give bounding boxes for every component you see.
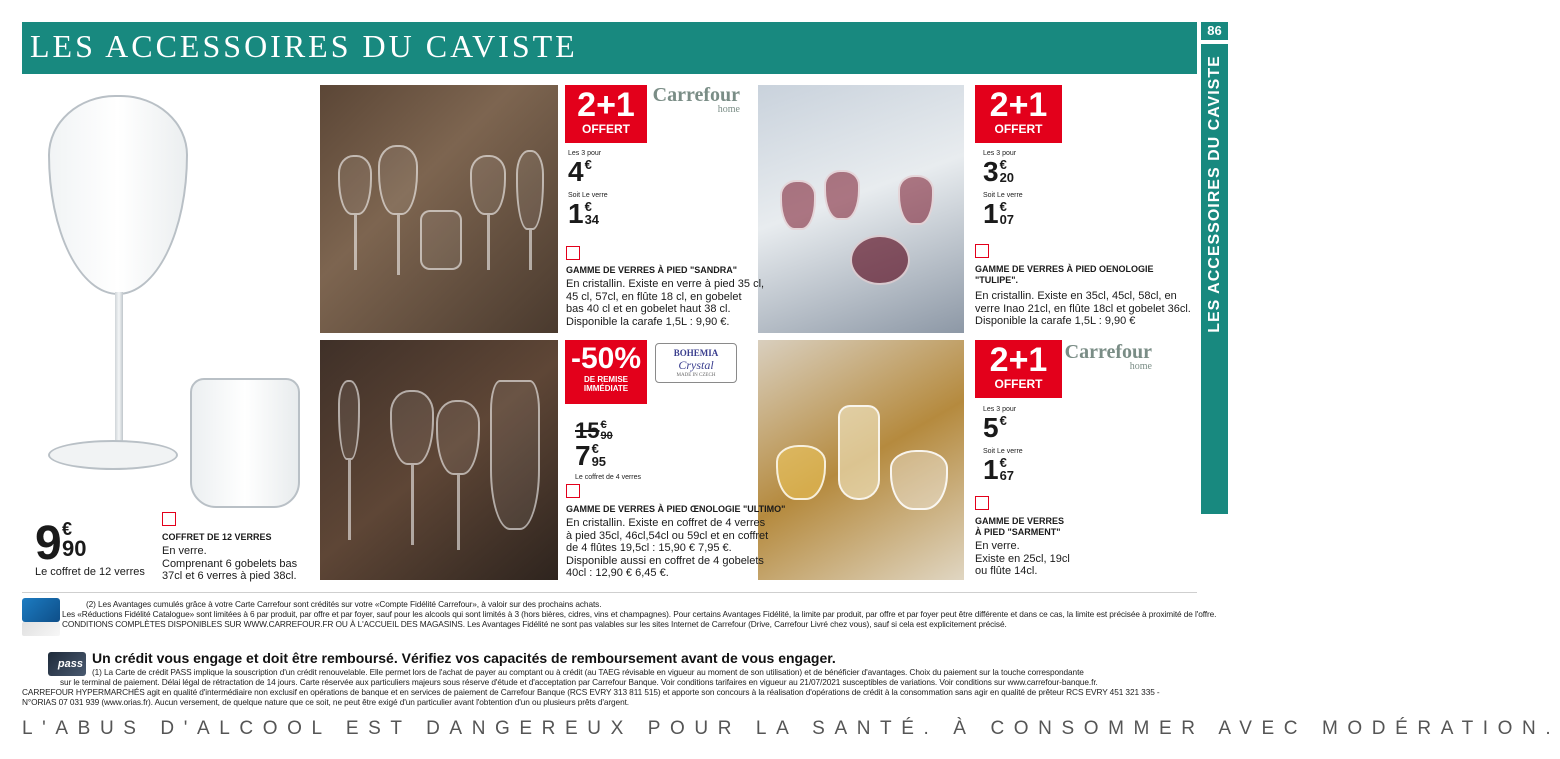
- badge-main-text: 2+1: [989, 341, 1048, 379]
- sarment-title: [975, 516, 1064, 538]
- sandra-desc: [566, 278, 764, 328]
- glass-stem: [487, 215, 490, 270]
- glass-stem: [457, 475, 460, 550]
- tumbler-glass-image: [190, 378, 300, 508]
- sarment-price-1: [983, 456, 1014, 484]
- brand-sub: home: [717, 104, 740, 115]
- sandra-price-1: [568, 200, 599, 228]
- glass-shape: [824, 170, 860, 220]
- price-currency: €: [584, 199, 592, 214]
- glass-shape: [420, 210, 462, 270]
- price-int: 1: [983, 454, 999, 485]
- brand-name: Carrefour: [1064, 341, 1152, 363]
- glass-shape: [378, 145, 418, 215]
- price-cents: 07: [999, 212, 1015, 227]
- sandra-glasses-photo: [320, 85, 558, 333]
- sarment-checkbox[interactable]: [975, 496, 989, 510]
- fidelity-note-2: Les «Réductions Fidélité Catalogue» sont limitées à 6 par produit, par offre et par foyer, sauf pour les alcools qui sont limités à 3 (hors bières, cidres, vins et champagnes). Pour certains Avantages Fidélité, la limite par produit, par offre et par foyer peut être différente et dans ce cas, la limite est précisée à proximité de l'offre.: [62, 609, 1217, 619]
- sandra-les3-label: Les 3 pour: [568, 150, 602, 157]
- fidelity-note-1: (2) Les Avantages cumulés grâce à votre Carte Carrefour sont crédités sur votre «Compte Fidélité Carrefour», à valoir sur des prochains achats.: [86, 599, 602, 609]
- price-currency: €: [584, 157, 592, 172]
- sandra-soit-label: Soit Le verre: [568, 192, 608, 199]
- ultimo-desc-line: à pied 35cl, 46cl,54cl ou 59cl et en coffret: [566, 529, 769, 542]
- fidelity-note-3: CONDITIONS COMPLÈTES DISPONIBLES SUR WWW.CARREFOUR.FR OU À L'ACCUEIL DES MAGASINS. Les Avantages Fidélité ne sont pas valables sur les sites Internet de Carrefour (Drive, Carrefour Livré chez vous), sauf si cela est explicitement précisé.: [62, 619, 1007, 629]
- tulipe-checkbox[interactable]: [975, 244, 989, 258]
- price-cents: 90: [600, 430, 613, 442]
- ultimo-desc-line: de 4 flûtes 19,5cl : 15,90 € 7,95 €.: [566, 542, 732, 554]
- coffret-price-cents: 90: [62, 536, 87, 561]
- fidelity-card-image: [22, 598, 60, 622]
- carafe-shape: [850, 235, 910, 285]
- credit-note-1: (1) La Carte de crédit PASS implique la souscription d'un crédit renouvelable. Elle permet lors de l'achat de payer au comptant ou à crédit (au TAEG révisable en vigueur au moment de son utilisation) et de bénéficier d'avantages. Choix du paiement sur la touche correspondante: [92, 667, 1084, 677]
- price-int: 1: [568, 198, 584, 229]
- price-currency: €: [999, 413, 1007, 428]
- tulipe-desc-line: verre Inao 21cl, en flûte 18cl et gobelet 36cl.: [975, 302, 1191, 315]
- glass-shape: [436, 400, 480, 475]
- sandra-offer-badge: [565, 85, 647, 143]
- sarment-desc-line: Existe en 25cl, 19cl: [975, 552, 1070, 565]
- sandra-desc-line: En cristallin. Existe en verre à pied 35 cl,: [566, 278, 765, 290]
- coffret-checkbox[interactable]: [162, 512, 176, 526]
- sandra-checkbox[interactable]: [566, 246, 580, 260]
- badge-main-text: 2+1: [577, 86, 635, 124]
- carrefour-home-logo: [1060, 342, 1152, 372]
- coffret-price-label: Le coffret de 12 verres: [35, 566, 145, 578]
- price-int: 4: [568, 156, 584, 187]
- ultimo-discount-badge: [565, 340, 647, 404]
- wine-glass-image: [48, 95, 188, 295]
- price-int: 5: [983, 412, 999, 443]
- glass-shape: [338, 155, 372, 215]
- price-currency: €: [999, 157, 1007, 172]
- tulipe-price-1: [983, 200, 1014, 228]
- glass-shape: [470, 155, 506, 215]
- sandra-price-3: [568, 158, 592, 186]
- glass-shape: [780, 180, 816, 230]
- ultimo-new-price: [575, 442, 606, 470]
- bohemia-crystal: Crystal: [678, 358, 714, 372]
- sarment-desc-line: En verre.: [975, 540, 1020, 552]
- side-title-text: LES ACCESSOIRES DU CAVISTE: [1205, 55, 1223, 333]
- sandra-title: GAMME DE VERRES À PIED "SANDRA": [566, 265, 738, 275]
- sarment-price-3: [983, 414, 1007, 442]
- glass-stem: [397, 215, 400, 275]
- carafe-shape: [490, 380, 540, 530]
- coffret-desc-line: En verre.: [162, 545, 207, 557]
- tulipe-les3-label: Les 3 pour: [983, 150, 1017, 157]
- glass-stem: [354, 215, 357, 270]
- sarment-desc-line: ou flûte 14cl.: [975, 565, 1038, 577]
- tulipe-desc-line: En cristallin. Existe en 35cl, 45cl, 58cl, en: [975, 290, 1177, 302]
- tulipe-desc: [975, 290, 1191, 328]
- sarment-title-line: À PIED "SARMENT": [975, 527, 1061, 537]
- sarment-title-line: GAMME DE VERRES: [975, 516, 1065, 526]
- fidelity-card-image: [22, 622, 60, 636]
- page-title: LES ACCESSOIRES DU CAVISTE: [30, 28, 578, 64]
- ultimo-checkbox[interactable]: [566, 484, 580, 498]
- wine-glass-stem: [115, 292, 123, 442]
- tulipe-desc-line: Disponible la carafe 1,5L : 9,90 €: [975, 315, 1136, 327]
- glass-shape: [898, 175, 934, 225]
- bohemia-name: BOHEMIA: [673, 348, 719, 358]
- glass-shape: [390, 390, 434, 465]
- sarment-desc: [975, 540, 1070, 578]
- glass-shape: [838, 405, 880, 500]
- glass-shape: [338, 380, 360, 460]
- price-int: 1: [983, 198, 999, 229]
- ultimo-title: GAMME DE VERRES À PIED ŒNOLOGIE "ULTIMO": [566, 504, 786, 514]
- credit-note-4: N°ORIAS 07 031 939 (www.orias.fr). Aucun versement, de quelque nature que ce soit, ne peut être exigé d'un particulier avant l'obtention d'un ou plusieurs prêts d'argent.: [22, 697, 629, 707]
- coffret-title: COFFRET DE 12 VERRES: [162, 532, 272, 542]
- footer-divider: [22, 592, 1197, 593]
- price-int: 15: [575, 418, 600, 443]
- badge-sub-text: OFFERT: [994, 377, 1043, 391]
- credit-note-3: CARREFOUR HYPERMARCHÉS agit en qualité d'intermédiaire non exclusif en opérations de banque et en services de paiement de Carrefour Banque (RCS EVRY 313 811 515) et apporte son concours à la réalisation d'opérations de crédit à la consommation sans agir en qualité de prêteur RCS EVRY 451 321 335 -: [22, 687, 1160, 697]
- pass-card-image: pass: [48, 652, 86, 676]
- ultimo-glasses-photo: [320, 340, 558, 580]
- price-currency: €: [591, 441, 599, 456]
- ultimo-desc: [566, 517, 768, 580]
- coffret-price-decimal: [62, 520, 86, 560]
- tulipe-offer-badge: [975, 85, 1062, 143]
- coffret-desc-line: Comprenant 6 gobelets bas: [162, 557, 298, 570]
- tulipe-glasses-photo: [758, 85, 964, 333]
- carrefour-home-logo: [650, 85, 740, 115]
- tulipe-price-3: [983, 158, 1014, 186]
- ultimo-coffret-label: Le coffret de 4 verres: [575, 474, 642, 481]
- glass-shape: [890, 450, 948, 510]
- tulipe-title-line: "TULIPE".: [975, 275, 1019, 285]
- glass-stem: [529, 230, 532, 270]
- brand-sub: home: [1129, 361, 1152, 372]
- badge-sub-text: DE REMISE: [583, 375, 628, 384]
- alcohol-warning: L'ABUS D'ALCOOL EST DANGEREUX POUR LA SANTÉ. À CONSOMMER AVEC MODÉRATION.: [22, 718, 1560, 739]
- sandra-desc-line: 45 cl, 57cl, en flûte 18 cl, en gobelet: [566, 290, 742, 303]
- ultimo-desc-line: En cristallin. Existe en coffret de 4 verres: [566, 517, 766, 529]
- ultimo-old-price: [575, 420, 613, 442]
- tulipe-title-line: GAMME DE VERRES À PIED OENOLOGIE: [975, 264, 1154, 274]
- price-currency: €: [999, 455, 1007, 470]
- credit-warning-heading: Un crédit vous engage et doit être remboursé. Vérifiez vos capacités de remboursement avant de vous engager.: [92, 650, 836, 666]
- coffret-price-int: 9: [35, 517, 62, 570]
- coffret-price-currency: €: [62, 519, 73, 539]
- tulipe-soit-label: Soit Le verre: [983, 192, 1023, 199]
- wine-glass-foot: [48, 440, 178, 470]
- price-currency: €: [999, 199, 1007, 214]
- glass-stem: [411, 465, 414, 545]
- price-int: 3: [983, 156, 999, 187]
- tulipe-title: [975, 264, 1154, 286]
- price-cents: 67: [999, 468, 1015, 483]
- glass-shape: [776, 445, 826, 500]
- sarment-offer-badge: [975, 340, 1062, 398]
- badge-sub-text: IMMÉDIATE: [583, 384, 629, 393]
- sandra-desc-line: bas 40 cl et en gobelet haut 38 cl.: [566, 303, 731, 315]
- badge-main-text: -50%: [570, 342, 642, 375]
- ultimo-desc-line: Disponible aussi en coffret de 4 gobelets: [566, 554, 764, 567]
- price-currency: €: [600, 419, 607, 431]
- glass-stem: [348, 460, 351, 540]
- side-title: [1201, 44, 1228, 344]
- badge-main-text: 2+1: [989, 86, 1048, 124]
- glass-shape: [516, 150, 544, 230]
- sarment-les3-label: Les 3 pour: [983, 406, 1017, 413]
- price-int: 7: [575, 440, 591, 471]
- price-cents: 95: [591, 454, 607, 469]
- coffret-desc: [162, 545, 297, 583]
- brand-name: Carrefour: [652, 84, 740, 106]
- bohemia-crystal-logo: [655, 343, 737, 383]
- bohemia-origin: MADE IN CZECH: [676, 373, 716, 378]
- coffret-desc-line: 37cl et 6 verres à pied 38cl.: [162, 570, 297, 582]
- sarment-soit-label: Soit Le verre: [983, 448, 1023, 455]
- price-cents: 20: [999, 170, 1015, 185]
- sarment-glasses-photo: [758, 340, 964, 580]
- badge-sub-text: OFFERT: [994, 122, 1043, 136]
- ultimo-desc-line: 40cl : 12,90 € 6,45 €.: [566, 567, 669, 579]
- sandra-desc-line: Disponible la carafe 1,5L : 9,90 €.: [566, 315, 730, 328]
- credit-note-2: sur le terminal de paiement. Délai légal de rétractation de 14 jours. Carte réservée aux particuliers majeurs sous réserve d'étude et d'acceptation par Carrefour Banque. Voir conditions tarifaires en vigueur au 21/07/2021 susceptibles de variations. Voir conditions sur www.carrefour-banque.fr.: [60, 677, 1098, 687]
- price-cents: 34: [584, 212, 600, 227]
- page-number: 86: [1201, 22, 1228, 40]
- badge-sub-text: OFFERT: [582, 122, 630, 136]
